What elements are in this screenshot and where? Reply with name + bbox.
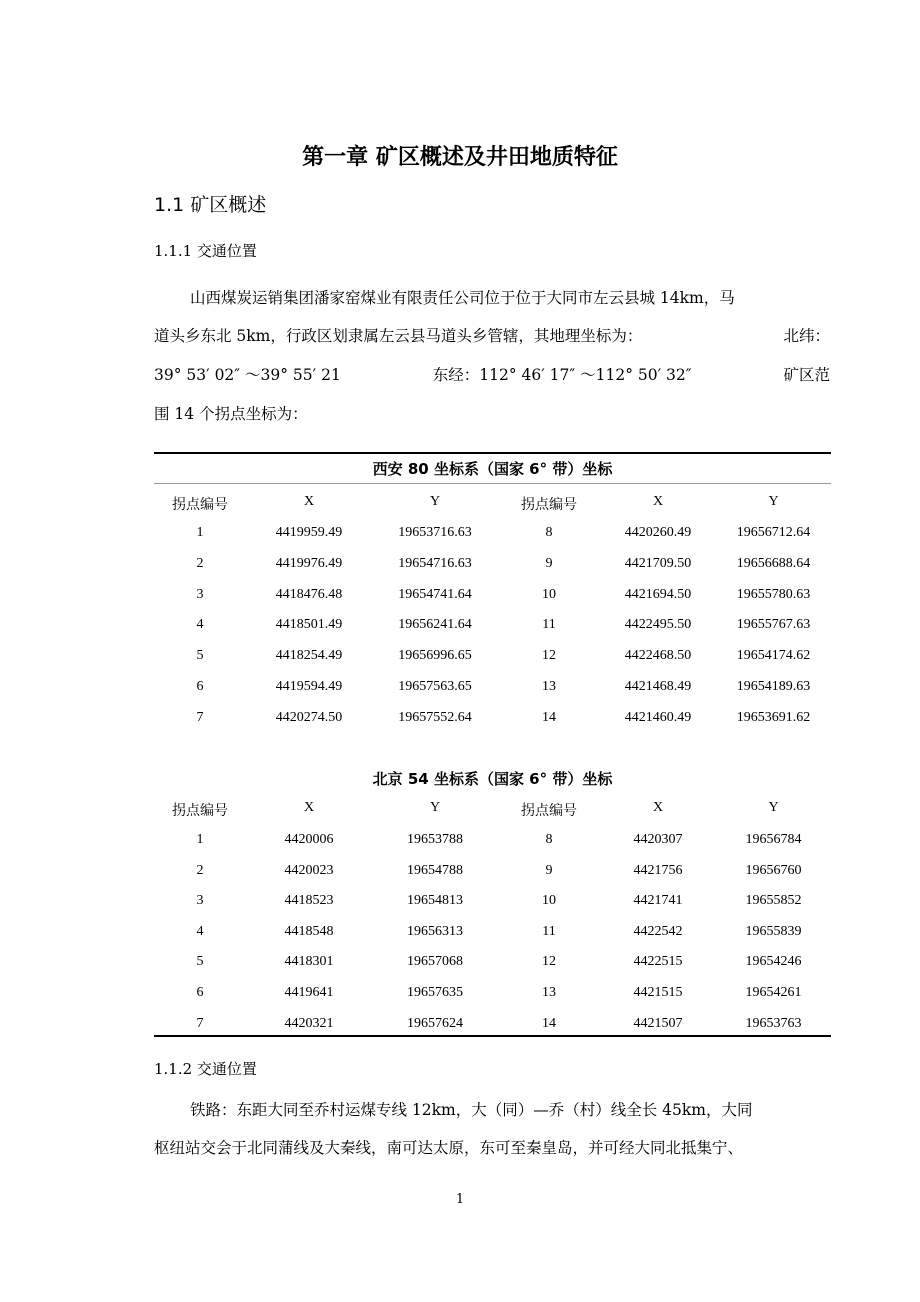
table-cell: 4419641 [284,985,334,1000]
table-top-rule [154,452,831,454]
table-cell: 11 [542,617,556,633]
table-cell: 1 [196,525,204,540]
table-cell: 4420006 [284,832,334,847]
table2-header-row [154,800,831,824]
table-cell: 19654741.64 [398,586,472,602]
table-row [154,954,831,978]
table-cell: 4420274.50 [275,709,343,725]
table-cell: 19656688.64 [736,555,811,571]
table-cell: 19657635 [407,985,463,1000]
table-cell: 19654261 [745,985,802,1000]
table-cell: 19654189.63 [736,679,811,694]
header-cell: 拐点编号 [172,804,228,819]
table-cell: 10 [542,586,556,602]
table-row [154,679,831,703]
coordinate-table [154,452,831,1038]
header-cell: X [652,494,664,509]
header-cell: X [303,494,315,509]
table-cell: 19655852 [745,893,802,909]
table-row [154,985,831,1009]
table-row [154,863,831,887]
table-cell: 4421709.50 [624,555,692,571]
table-row [154,893,831,917]
table-cell: 5 [196,648,204,664]
table-row [154,556,831,580]
table-cell: 2 [196,555,204,571]
table-cell: 14 [542,1015,556,1031]
paragraph-line: 围 14 个拐点坐标为： [154,405,308,423]
table1-caption-rule [154,483,831,484]
table-cell: 9 [545,862,553,878]
table-cell: 19656996.65 [398,648,472,664]
table-cell: 4418523 [284,893,334,909]
table-cell: 8 [545,525,553,540]
table-cell: 4419976.49 [275,555,343,571]
table-bottom-rule [154,1035,831,1037]
paragraph-line: 山西煤炭运销集团潘家窑煤业有限责任公司位于位于大同市左云县城 14km，马 [190,289,735,307]
table-cell: 12 [542,648,556,664]
table-cell: 19653716.63 [398,525,472,540]
header-cell: 拐点编号 [521,498,577,513]
table1-caption: 西安 80 坐标系（国家 6° 带）坐标 [372,460,613,478]
paragraph-text: 道头乡东北 5km，行政区划隶属左云县马道头乡管辖，其地理坐标为： [154,327,643,345]
table-cell: 19656760 [745,862,802,878]
table-cell: 3 [196,586,204,602]
paragraph-text: 东经：112° 46′ 17″ ～112° 50′ 32″ [432,366,692,384]
table-cell: 4418501.49 [275,617,343,633]
table-cell: 4422542 [633,923,683,939]
table2-caption: 北京 54 坐标系（国家 6° 带）坐标 [372,770,613,788]
table-cell: 19654716.63 [398,555,472,571]
table-cell: 19654246 [745,954,802,970]
table-cell: 4421694.50 [624,586,692,602]
paragraph-line: 枢纽站交会于北同蒲线及大秦线，南可达太原，东可至秦皇岛，并可经大同北抵集宁、 [154,1139,744,1157]
table-cell: 13 [542,679,556,694]
table-row [154,617,831,641]
table-cell: 6 [196,985,204,1000]
header-cell: Y [768,800,779,815]
table-cell: 4 [196,923,204,939]
subsection-title: 1.1.2 交通位置 [154,1060,257,1078]
table-cell: 13 [542,985,556,1000]
page-number: 1 [455,1192,465,1207]
table-cell: 10 [542,893,556,909]
table-cell: 11 [542,923,556,939]
table-cell: 4420321 [284,1015,334,1031]
paragraph-text: 矿区范 [783,366,830,384]
table-cell: 4418476.48 [275,586,343,602]
paragraph-text: 北纬： [783,327,830,345]
table-row [154,648,831,672]
table-cell: 19654813 [407,893,463,909]
header-cell: Y [429,800,441,815]
table-cell: 19657624 [407,1015,463,1031]
table-cell: 4421741 [633,893,683,909]
header-cell: X [303,800,315,815]
table-row [154,525,831,549]
table-cell: 2 [196,862,204,878]
header-cell: Y [429,494,441,509]
table-cell: 4420260.49 [624,525,692,540]
table-cell: 4422468.50 [624,648,692,664]
table-cell: 19657068 [407,954,463,970]
table-cell: 4418548 [284,923,334,939]
table-row [154,832,831,856]
table-cell: 4 [196,617,204,633]
table-cell: 19657552.64 [398,709,472,725]
section-title: 1.1 矿区概述 [154,194,267,216]
table-cell: 19656241.64 [398,617,472,633]
table-cell: 7 [196,1015,204,1031]
table-cell: 4419594.49 [275,679,343,694]
table-cell: 4421507 [633,1015,683,1031]
table1-header-row [154,494,831,518]
table-cell: 19655780.63 [736,586,811,602]
table-cell: 5 [196,954,204,970]
paragraph-text: 39° 53′ 02″ ～39° 55′ 21 [154,366,341,384]
table-cell: 4422515 [633,954,683,970]
table-cell: 19657563.65 [398,679,472,694]
header-cell: X [652,800,664,815]
table-cell: 19656313 [407,923,463,939]
table-cell: 4421468.49 [624,679,692,694]
table-cell: 6 [196,679,204,694]
table-cell: 4421460.49 [624,709,692,725]
table-cell: 19653763 [745,1015,802,1031]
table-cell: 19654788 [407,862,463,878]
table-cell: 19655839 [745,923,802,939]
chapter-title: 第一章 矿区概述及井田地质特征 [302,145,618,170]
header-cell: 拐点编号 [521,804,577,819]
table-cell: 19653691.62 [736,709,811,725]
paragraph-line [154,365,830,385]
table-cell: 19656712.64 [736,525,811,540]
table-row [154,924,831,948]
table-cell: 4421515 [633,985,683,1000]
table-row [154,710,831,734]
table-cell: 4420307 [633,832,683,847]
header-cell: Y [768,494,779,509]
header-cell: 拐点编号 [172,498,228,513]
table-cell: 4418254.49 [275,648,343,664]
table-cell: 4420023 [284,862,334,878]
table-cell: 19654174.62 [736,648,811,664]
table-cell: 12 [542,954,556,970]
table-cell: 4421756 [633,862,683,878]
table-cell: 4422495.50 [624,617,692,633]
table-cell: 3 [196,893,204,909]
table-cell: 19655767.63 [736,617,811,633]
paragraph-line [154,326,830,346]
table-cell: 14 [542,709,556,725]
table-row [154,587,831,611]
table-cell: 8 [545,832,553,847]
table-cell: 19656784 [745,832,802,847]
table-cell: 9 [545,555,553,571]
table-cell: 19653788 [407,832,463,847]
table-cell: 4418301 [284,954,334,970]
table-cell: 7 [196,709,204,725]
table-cell: 1 [196,832,204,847]
paragraph-line: 铁路：东距大同至乔村运煤专线 12km，大（同）—乔（村）线全长 45km，大同 [190,1101,753,1119]
subsection-title: 1.1.1 交通位置 [154,242,257,260]
table-cell: 4419959.49 [275,525,343,540]
